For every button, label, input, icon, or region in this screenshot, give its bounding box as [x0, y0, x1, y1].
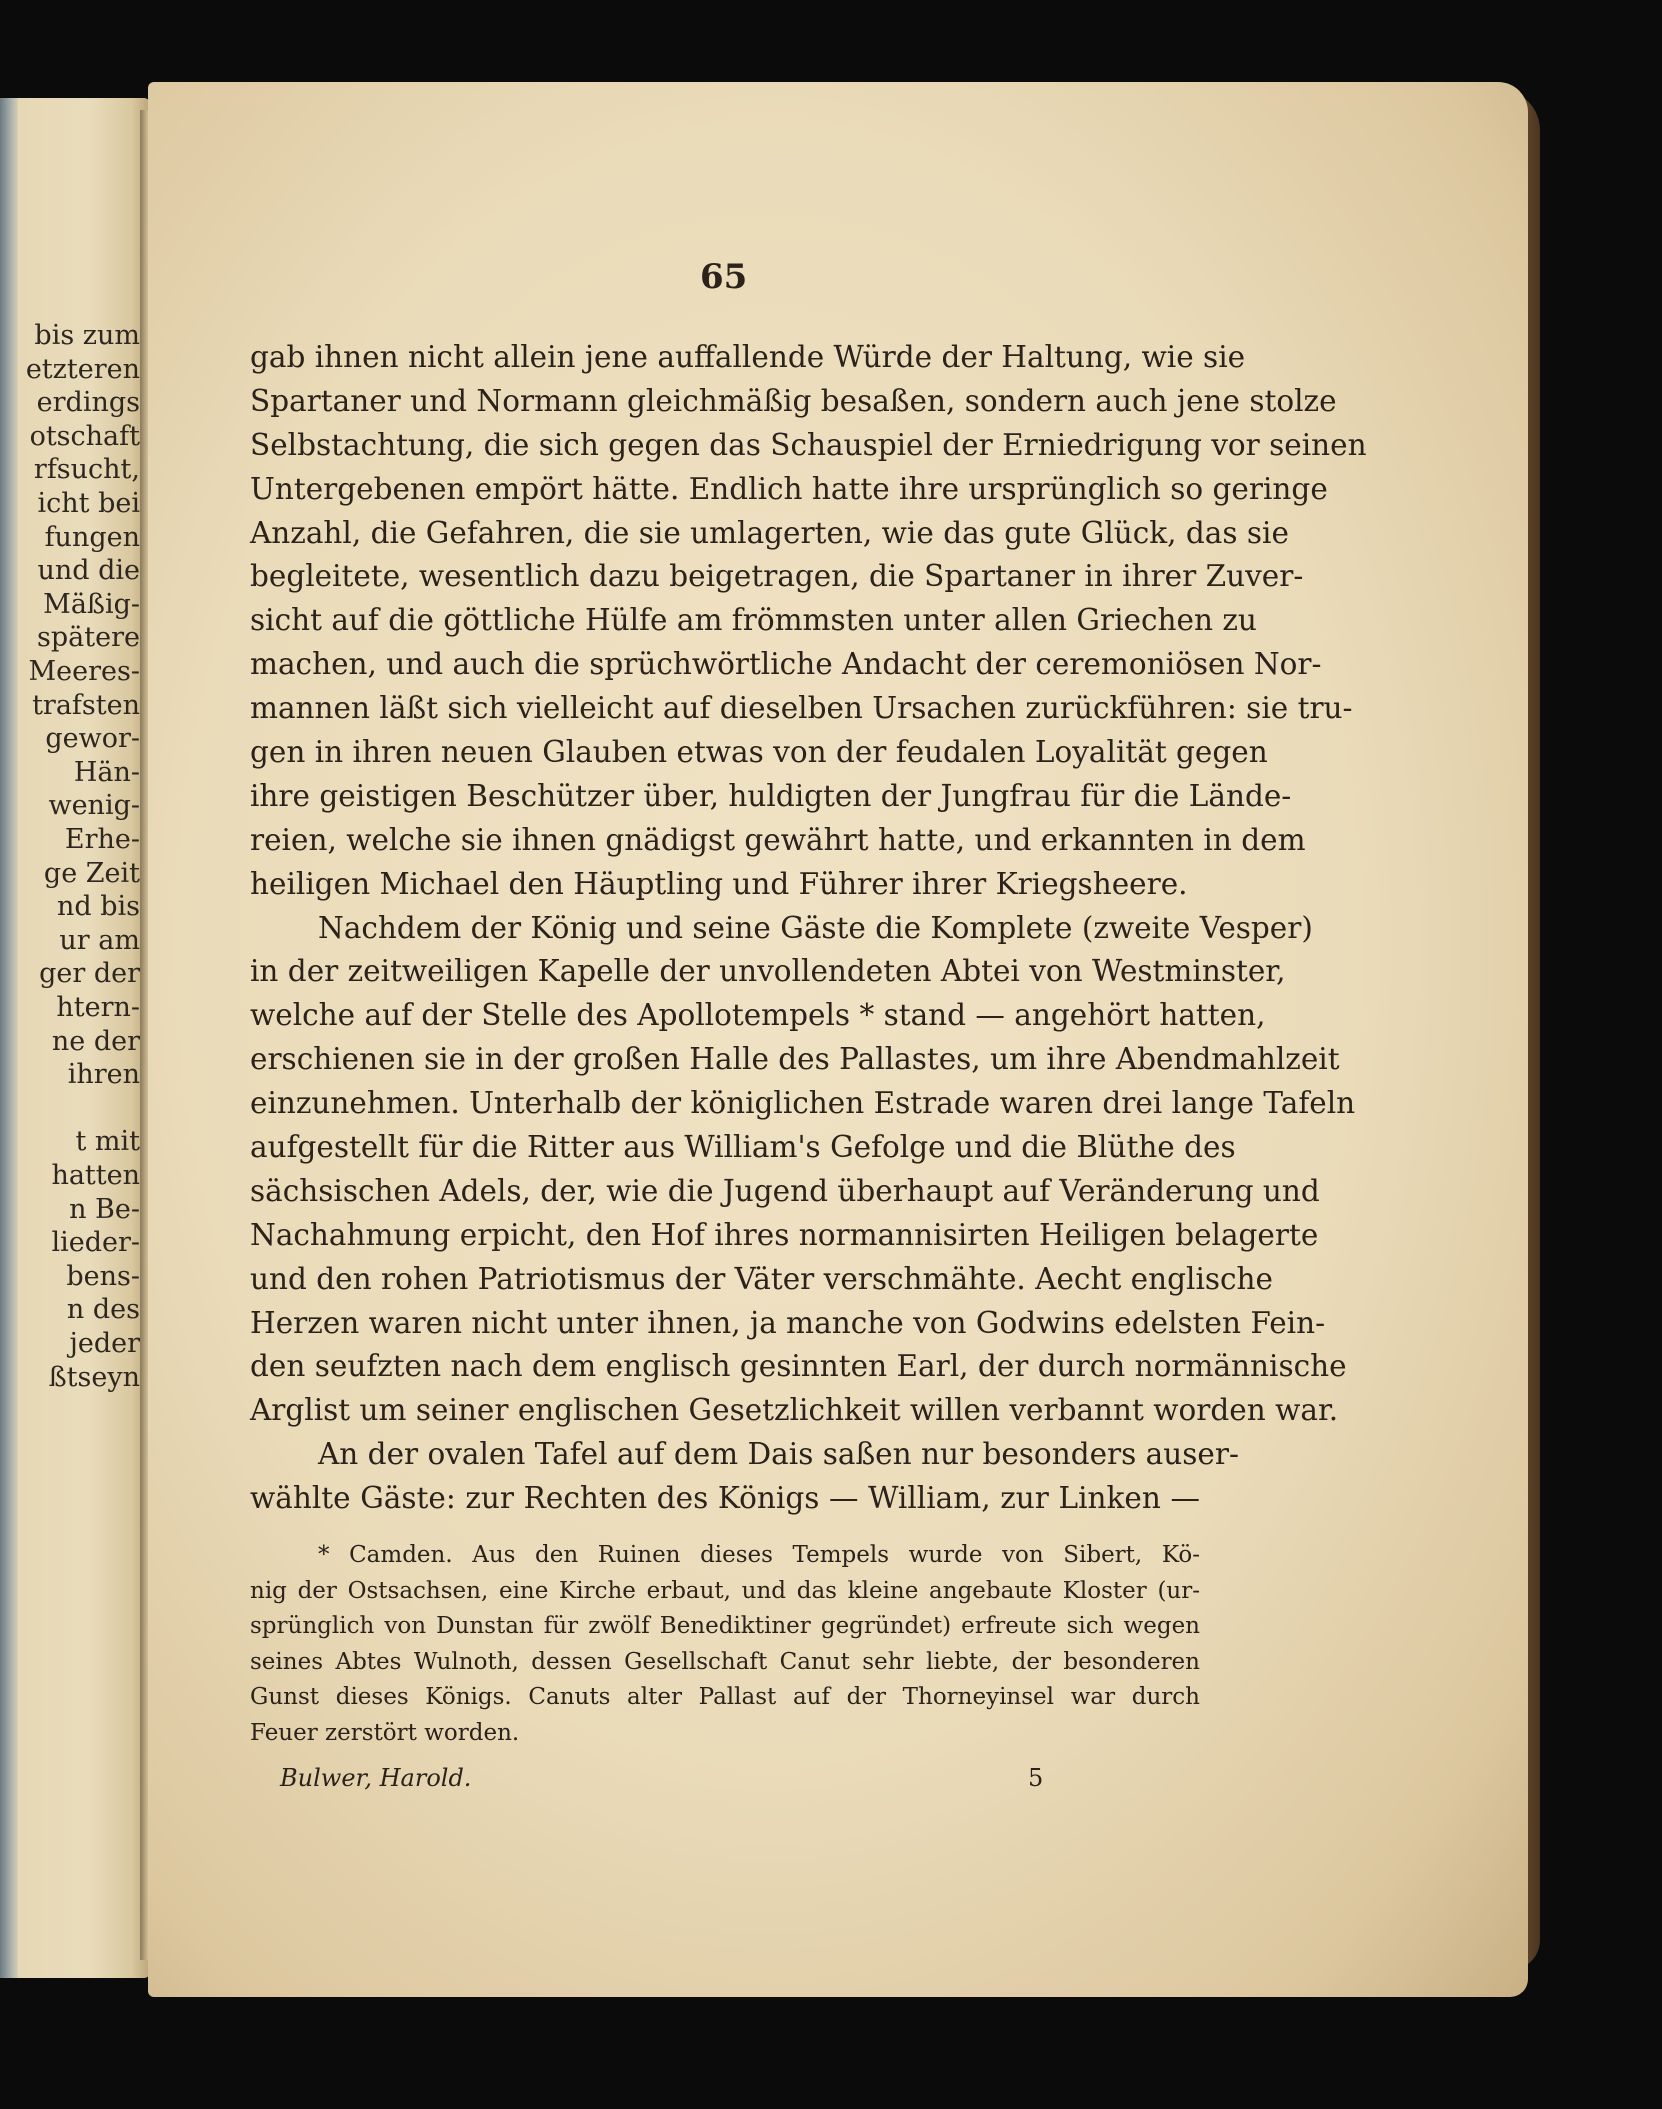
previous-page-fragment: ne der [51, 1025, 140, 1057]
body-line: heiligen Michael den Häuptling und Führer ihrer Kriegsheere. [250, 866, 1188, 901]
previous-page-fragment: n Be- [69, 1193, 140, 1225]
body-line: ihre geistigen Beschützer über, huldigten der Jungfrau für die Lände- [250, 778, 1292, 813]
previous-page-fragment: ihren [67, 1059, 140, 1091]
body-line: Anzahl, die Gefahren, die sie umlagerten, wie das gute Glück, das sie [250, 515, 1289, 550]
previous-page-fragment: lieder- [51, 1227, 140, 1259]
body-line: in der zeitweiligen Kapelle der unvollendeten Abtei von Westminster, [250, 954, 1286, 989]
previous-page-fragment: ger der [39, 958, 140, 990]
body-line: den seufzten nach dem englisch gesinnten Earl, der durch normännische [250, 1349, 1347, 1384]
body-line: begleitete, wesentlich dazu beigetragen, die Spartaner in ihrer Zuver- [250, 559, 1304, 594]
previous-page-fragment: rfsucht, [33, 454, 140, 486]
body-line: welche auf der Stelle des Apollotempels * stand — angehört hatten, [250, 998, 1266, 1033]
previous-page-fragment: und die [37, 555, 140, 587]
previous-page-fragment: trafsten [32, 689, 140, 721]
body-line: Nachdem der König und seine Gäste die Komplete (zweite Vesper) [318, 910, 1313, 945]
previous-page-fragment: jeder [69, 1328, 140, 1359]
footnote-line: nig der Ostsachsen, eine Kirche erbaut, und das kleine angebaute Kloster (ur- [250, 1577, 1200, 1604]
footnote [250, 1538, 1200, 1751]
previous-page-fragment: Erhe- [64, 824, 140, 855]
body-line: erschienen sie in der großen Halle des Pallastes, um ihre Abendmahlzeit [250, 1042, 1340, 1077]
previous-page-fragment: wenig- [48, 790, 140, 822]
body-line: machen, und auch die sprüchwörtliche Andacht der ceremoniösen Nor- [250, 647, 1322, 682]
previous-page-fragment: n des [66, 1294, 140, 1326]
footnote-line: sprünglich von Dunstan für zwölf Benediktiner gegründet) erfreute sich wegen [250, 1613, 1200, 1639]
body-line: gen in ihren neuen Glauben etwas von der feudalen Loyalität gegen [250, 735, 1268, 770]
body-line: Untergebenen empört hätte. Endlich hatte ihre ursprünglich so geringe [250, 471, 1328, 506]
body-line: einzunehmen. Unterhalb der königlichen Estrade waren drei lange Tafeln [250, 1086, 1356, 1121]
body-line: Selbstachtung, die sich gegen das Schauspiel der Erniedrigung vor seinen [250, 427, 1367, 462]
previous-page-fragment: fungen [44, 521, 140, 553]
previous-page-fragment: erdings [36, 387, 140, 419]
body-line: sicht auf die göttliche Hülfe am frömmsten unter allen Griechen zu [250, 603, 1257, 638]
previous-page-fragment: ge Zeit [43, 857, 140, 889]
previous-page-fragment: nd bis [56, 891, 140, 923]
footnote-line: Gunst dieses Königs. Canuts alter Pallast auf der Thorneyinsel war durch [250, 1684, 1200, 1710]
footnote-line: Feuer zerstört worden. [250, 1719, 520, 1746]
body-line: aufgestellt für die Ritter aus William's Gefolge und die Blüthe des [250, 1130, 1236, 1165]
sheet-number: 5 [1028, 1764, 1044, 1792]
body-line: Nachahmung erpicht, den Hof ihres normannisirten Heiligen belagerte [250, 1217, 1319, 1252]
footnote-line: * Camden. Aus den Ruinen dieses Tempels wurde von Sibert, Kö- [318, 1542, 1200, 1568]
previous-page-fragment: Mäßig- [43, 588, 140, 620]
body-line: reien, welche sie ihnen gnädigst gewährt hatte, und erkannten in dem [250, 822, 1306, 857]
previous-page-fragment: t mit [75, 1126, 140, 1158]
body-line: Spartaner und Normann gleichmäßig besaßen, sondern auch jene stolze [250, 383, 1337, 418]
previous-page-edge [0, 98, 18, 1978]
footnote-line: seines Abtes Wulnoth, dessen Gesellschaft Canut sehr liebte, der besonderen [250, 1648, 1200, 1675]
previous-page [0, 98, 150, 1978]
previous-page-fragment: Meeres- [28, 656, 140, 687]
previous-page-fragment: etzteren [25, 353, 140, 385]
body-line: sächsischen Adels, der, wie die Jugend überhaupt auf Veränderung und [250, 1173, 1320, 1208]
body-line: und den rohen Patriotismus der Väter verschmähte. Aecht englische [250, 1261, 1274, 1296]
previous-page-fragment: spätere [37, 622, 140, 654]
previous-page-fragment: bens- [66, 1260, 140, 1292]
body-line: wählte Gäste: zur Rechten des Königs — William, zur Linken — [250, 1481, 1200, 1516]
previous-page-fragment: bis zum [34, 320, 140, 351]
previous-page-fragment: gewor- [45, 723, 140, 755]
signature-line: Bulwer, Harold. [280, 1764, 472, 1792]
previous-page-fragment: ßtseyn [48, 1361, 140, 1393]
previous-page-fragment: htern- [56, 992, 140, 1023]
body-line: gab ihnen nicht allein jene auffallende Würde der Haltung, wie sie [250, 340, 1246, 374]
previous-page-fragment: icht bei [37, 488, 140, 519]
body-line: Arglist um seiner englischen Gesetzlichkeit willen verbannt worden war. [250, 1393, 1339, 1428]
previous-page-fragment: Hän- [73, 756, 140, 788]
previous-page-fragment: ur am [59, 924, 140, 956]
body-line: An der ovalen Tafel auf dem Dais saßen nur besonders auser- [318, 1437, 1239, 1472]
previous-page-fragment: hatten [51, 1160, 140, 1191]
page-number: 65 [700, 257, 748, 297]
previous-page-fragment: otschaft [29, 420, 140, 452]
body-line: mannen läßt sich vielleicht auf dieselben Ursachen zurückführen: sie tru- [250, 691, 1353, 726]
body-line: Herzen waren nicht unter ihnen, ja manche von Godwins edelsten Fein- [250, 1305, 1326, 1340]
body-text [250, 336, 1367, 1521]
